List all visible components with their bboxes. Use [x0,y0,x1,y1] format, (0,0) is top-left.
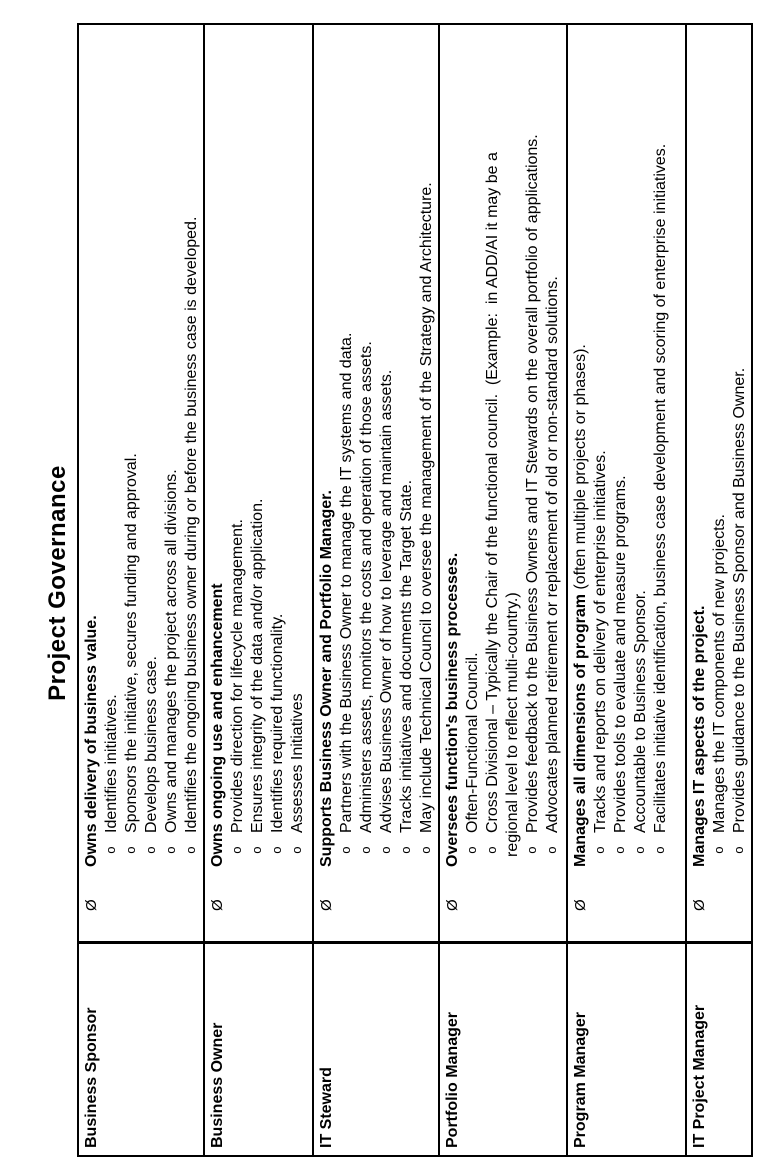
role-cell: Business Owner [205,941,312,1155]
content-cell [205,25,312,941]
level2-bullet-marker-icon: o [270,846,285,854]
level1-bullet-marker-icon: Ø [691,899,708,911]
bullet-line [248,25,268,941]
bullet-text: Manages the IT components of new projects. [711,514,728,833]
table-row [312,25,438,1155]
header-bold-text: Owns ongoing use and enhancement [209,583,226,867]
level2-bullet-marker-icon: o [230,846,245,854]
header-line [443,25,463,941]
level2-bullet-marker-icon: o [485,846,500,854]
level2-bullet-marker-icon: o [419,846,434,854]
level2-bullet-marker-icon: o [633,846,648,854]
bullet-text: Administers assets, monitors the costs and operation of those assets. [358,341,375,833]
bullet-line [483,25,503,941]
level2-bullet-marker-icon: o [545,846,560,854]
bullet-text: Identifies the ongoing business owner during or before the business case is developed. [183,216,200,833]
level1-bullet-marker-icon: Ø [444,899,461,911]
bullet-line [417,25,437,941]
bullet-text: Assesses Initiatives [289,693,306,833]
bullet-text: Sponsors the initiative, secures funding and approval. [123,453,140,833]
bullet-line [377,25,397,941]
bullet-text: Often-Functional Council. [464,652,481,833]
bullet-text: Tracks and reports on delivery of enterprise initiatives. [592,450,609,833]
level2-bullet-marker-icon: o [613,846,628,854]
bullet-text: Partners with the Business Owner to manage the IT systems and data. [338,332,355,833]
header-text [208,583,228,867]
level2-bullet-marker-icon: o [339,846,354,854]
header-text [82,615,102,867]
header-line [690,25,710,941]
level2-bullet-marker-icon: o [144,846,159,854]
bullet-line [631,25,651,941]
page-title: Project Governance [44,465,71,701]
level2-bullet-marker-icon: o [184,846,199,854]
bullet-line [730,25,750,941]
level2-bullet-marker-icon: o [104,846,119,854]
header-bold-text: Oversees function's business processes. [444,552,461,867]
level2-bullet-marker-icon: o [712,846,727,854]
level2-bullet-marker-icon: o [290,846,305,854]
header-line [208,25,228,941]
bullet-text: Accountable to Business Sponsor. [632,590,649,833]
level2-bullet-marker-icon: o [525,846,540,854]
bullet-text: Provides direction for lifecycle management. [229,519,246,833]
bullet-text: Advocates planned retirement or replacement of old or non-standard solutions. [544,276,561,833]
bullet-line [288,25,308,941]
role-cell: IT Steward [314,941,438,1155]
table-row [438,25,566,1155]
bullet-text: Ensures integrity of the data and/or application. [249,498,266,833]
header-regular-text: (often multiple projects or phases). [572,344,589,595]
bullet-text: Advises Business Owner of how to leverage and maintain assets. [378,369,395,833]
level2-bullet-marker-icon: o [399,846,414,854]
bullet-line [591,25,611,941]
bullet-text: Cross Divisional – Typically the Chair of the functional council. (Example: in ADD/AI it may be a [484,152,501,833]
content-cell [79,25,203,941]
header-bold-text: Owns delivery of business value. [83,615,100,867]
level2-bullet-marker-icon: o [250,846,265,854]
level2-bullet-marker-icon: o [653,846,668,854]
bullet-line [523,25,543,941]
bullet-text: May include Technical Council to oversee the management of the Strategy and Architecture. [418,182,435,833]
role-cell: Portfolio Manager [440,941,566,1155]
bullet-text: Identifies initiatives. [103,694,120,833]
level2-bullet-marker-icon: o [593,846,608,854]
level2-bullet-marker-icon: o [465,846,480,854]
table-row [79,25,203,1155]
level2-bullet-marker-icon: o [379,846,394,854]
header-text [690,606,710,867]
governance-table [77,23,753,1157]
bullet-line [228,25,248,941]
content-cell [440,25,566,941]
content-cell [314,25,438,941]
bullet-line [337,25,357,941]
role-cell: Program Manager [568,941,685,1155]
header-bold-text: Manages all dimensions of program [572,594,589,867]
bullet-text: Identifies required functionality. [269,613,286,833]
bullet-line [162,25,182,941]
header-text [317,490,337,867]
header-line [82,25,102,941]
bullet-text: Facilitates initiative identification, business case development and scoring of enterprise initiatives. [652,143,669,833]
bullet-line [463,25,483,941]
header-text [443,553,463,867]
bullet-line [102,25,122,941]
level2-bullet-marker-icon: o [124,846,139,854]
level1-bullet-marker-icon: Ø [318,899,335,911]
level1-bullet-marker-icon: Ø [83,899,100,911]
header-text [571,344,591,867]
bullet-line [142,25,162,941]
bullet-line [543,25,563,941]
header-bold-text: Supports Business Owner and Portfolio Manager. [318,490,335,867]
level1-bullet-marker-icon: Ø [572,899,589,911]
bullet-text: Provides tools to evaluate and measure programs. [612,475,629,833]
header-line [571,25,591,941]
content-cell [568,25,685,941]
bullet-line [182,25,202,941]
role-cell: Business Sponsor [79,941,203,1155]
bullet-line [710,25,730,941]
content-cell [687,25,751,941]
header-bold-text: Manages IT aspects of the project. [691,605,708,867]
table-row [685,25,751,1155]
level1-bullet-marker-icon: Ø [209,899,226,911]
bullet-text: Provides guidance to the Business Sponsor and Business Owner. [731,367,748,833]
bullet-line [651,25,671,941]
bullet-text: Provides feedback to the Business Owners and IT Stewards on the overall portfolio of applications. [524,134,541,833]
bullet-text: Develops business case. [143,656,160,833]
table-row [203,25,312,1155]
bullet-line [122,25,142,941]
bullet-text: regional level to reflect multi-country.) [504,592,521,857]
bullet-line [397,25,417,941]
bullet-text: Owns and manages the project across all divisions. [163,469,180,833]
bullet-line [357,25,377,941]
role-cell: IT Project Manager [687,941,751,1155]
level2-bullet-marker-icon: o [732,846,747,854]
wrapped-continuation-line [503,25,523,941]
table-row [566,25,685,1155]
level2-bullet-marker-icon: o [359,846,374,854]
header-line [317,25,337,941]
level2-bullet-marker-icon: o [164,846,179,854]
bullet-line [611,25,631,941]
bullet-text: Tracks initiatives and documents the Target State. [398,479,415,833]
bullet-line [268,25,288,941]
